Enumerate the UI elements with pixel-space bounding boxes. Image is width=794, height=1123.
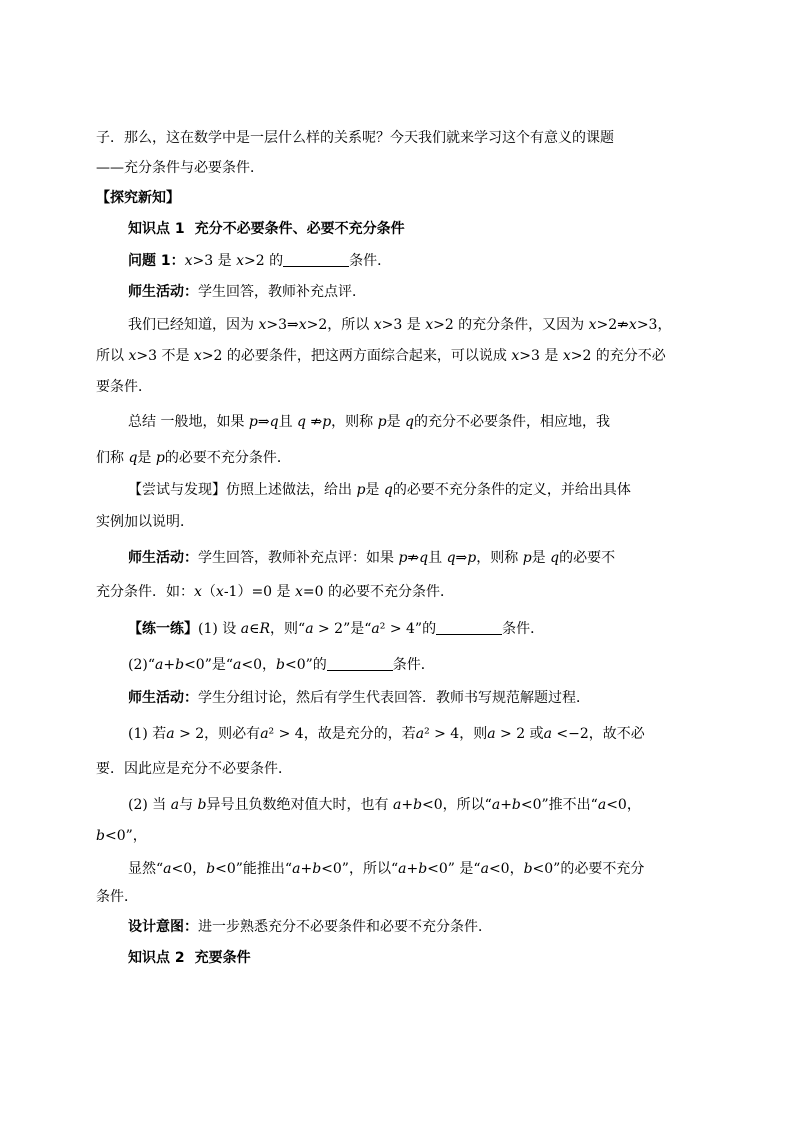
exercise-2: (2)“a+b<0”是“a<0，b<0”的 条件． [128, 657, 435, 673]
para-explain-line2: 所以 x>3 不是 x>2 的必要条件，把这两方面综合起来，可以说成 x>3 是 x>2 的充分不必 [96, 348, 666, 364]
solution-2-line2: b<0”， [96, 828, 147, 844]
para-intro-line1: 子．那么，这在数学中是一层什么样的关系呢？今天我们就来学习这个有意义的课题 [96, 130, 614, 146]
para-intro-line2: ——充分条件与必要条件． [96, 160, 264, 176]
answer-blank[interactable] [283, 252, 349, 267]
answer-blank[interactable] [436, 620, 502, 635]
section-heading: 【探究新知】 [96, 190, 180, 206]
activity-1: 师生活动：学生回答，教师补充点评． [128, 284, 366, 300]
solution-2-line4: 条件． [96, 889, 138, 905]
solution-1-line1: (1) 若a > 2，则必有a² > 4，故是充分的，若a² > 4，则a > 2 或a <−2，故不必 [128, 726, 645, 742]
try-and-discover-line1: 【尝试与发现】仿照上述做法，给出 p是 q的必要不充分条件的定义，并给出具体 [128, 482, 631, 498]
activity-3: 师生活动：学生分组讨论，然后有学生代表回答．教师书写规范解题过程． [128, 690, 590, 706]
solution-2-line1: (2) 当 a与 b异号且负数绝对值大时，也有 a+b<0，所以“a+b<0”推不出“a<0， [128, 797, 641, 813]
design-intent: 设计意图：进一步熟悉充分不必要条件和必要不充分条件． [128, 919, 492, 935]
try-and-discover-line2: 实例加以说明． [96, 514, 194, 530]
answer-blank[interactable] [327, 656, 393, 671]
para-explain-line3: 要条件． [96, 379, 152, 395]
exercise-1: 【练一练】(1) 设 a∈R，则“a > 2”是“a² > 4”的 条件． [128, 621, 545, 637]
question-1: 问题 1：x>3 是 x>2 的 条件． [128, 253, 392, 269]
activity-2-line2: 充分条件．如：x（x-1）=0 是 x=0 的必要不充分条件． [96, 584, 454, 600]
knowledge-point-1-heading: 知识点 1 充分不必要条件、必要不充分条件 [128, 221, 405, 237]
summary-line1: 总结 一般地，如果 p⇒q且 q ⇏p，则称 p是 q的充分不必要条件，相应地，我 [128, 414, 610, 430]
knowledge-point-2-heading: 知识点 2 充要条件 [128, 950, 251, 966]
solution-1-line2: 要．因此应是充分不必要条件． [96, 761, 292, 777]
para-explain-line1: 我们已经知道，因为 x>3⇒x>2，所以 x>3 是 x>2 的充分条件，又因为 x>2⇏x>3， [128, 317, 672, 333]
activity-2-line1: 师生活动：学生回答，教师补充点评：如果 p⇏q且 q⇒p，则称 p是 q的必要不 [128, 550, 616, 566]
summary-line2: 们称 q是 p的必要不充分条件． [96, 450, 291, 466]
solution-2-line3: 显然“a<0，b<0”能推出“a+b<0”，所以“a+b<0” 是“a<0，b<0”的必要不充分 [128, 861, 645, 877]
